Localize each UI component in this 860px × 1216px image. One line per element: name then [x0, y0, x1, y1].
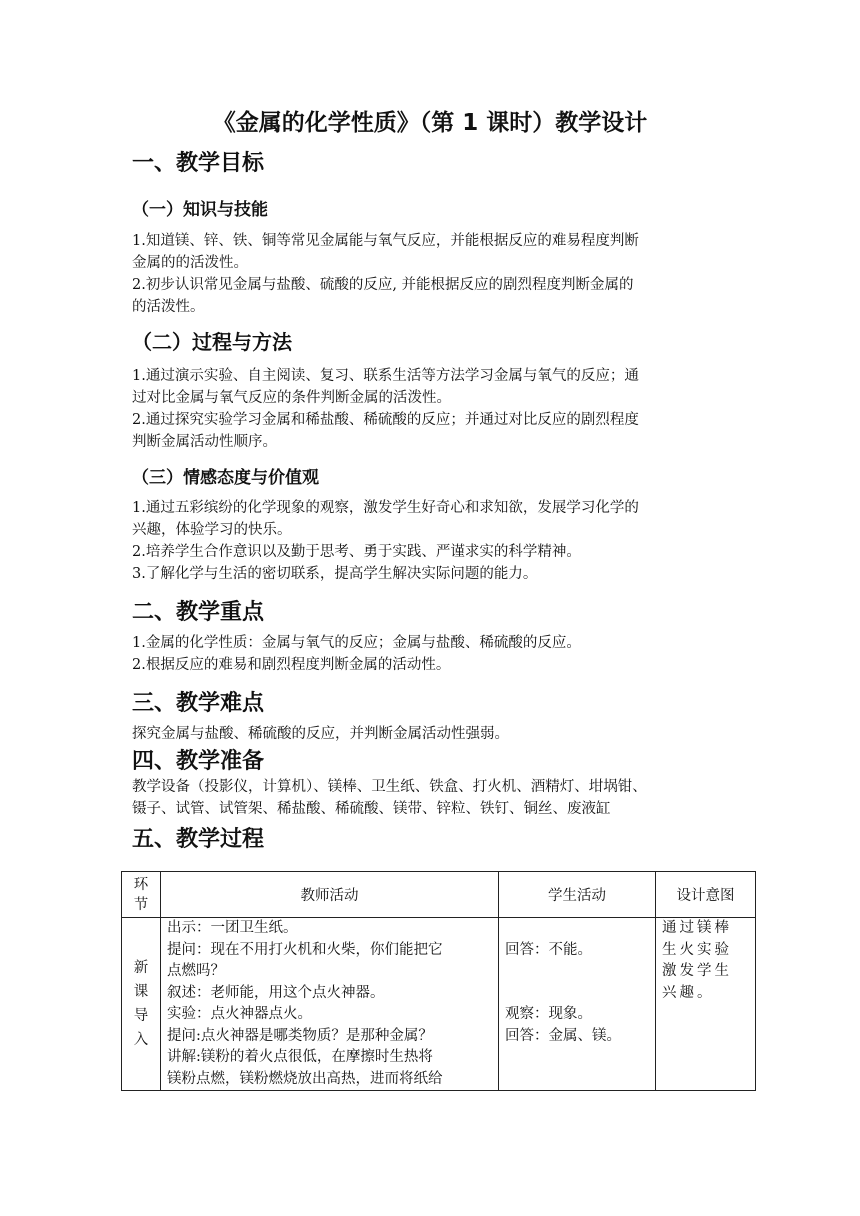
text-line: 2.根据反应的难易和剧烈程度判断金属的活动性。	[132, 657, 451, 673]
student-line: 观察：现象。	[505, 1006, 592, 1022]
paragraph-process-methods	[132, 365, 732, 453]
text-line: 过对比金属与氧气反应的条件判断金属的活泼性。	[132, 390, 451, 406]
cell-student-activity	[499, 918, 656, 1091]
paragraph-knowledge-skills	[132, 230, 732, 318]
teacher-line: 出示：一团卫生纸。	[167, 920, 298, 936]
student-line	[505, 918, 649, 940]
section-heading-preparation: 四、教学准备	[132, 749, 265, 774]
header-teacher-activity: 教师活动	[161, 872, 499, 918]
header-student-activity: 学生活动	[499, 872, 656, 918]
paragraph-preparation	[132, 776, 732, 820]
text-line: 镊子、试管、试管架、稀盐酸、稀硫酸、镁带、锌粒、铁钉、铜丝、废液缸	[132, 801, 611, 817]
stage-char: 新	[133, 960, 149, 976]
text-line: 1.金属的化学性质：金属与氧气的反应；金属与盐酸、稀硫酸的反应。	[132, 635, 581, 651]
section-heading-objectives: 一、教学目标	[132, 151, 265, 176]
subheading-attitudes-values: （三）情感态度与价值观	[132, 468, 319, 488]
text-line: 1.知道镁、锌、铁、铜等常见金属能与氧气反应，并能根据反应的难易程度判断	[132, 233, 639, 249]
teacher-line: 实验：点火神器点火。	[167, 1006, 312, 1022]
intent-line: 通过镁棒	[662, 920, 732, 936]
paragraph-difficulties	[132, 723, 732, 745]
teaching-process-table	[121, 871, 756, 1091]
cell-stage	[122, 918, 161, 1091]
document-title: 《金属的化学性质》（第 1 课时）教学设计	[212, 110, 648, 136]
header-stage	[122, 872, 161, 918]
text-line: 1.通过五彩缤纷的化学现象的观察，激发学生好奇心和求知欲，发展学习化学的	[132, 500, 639, 516]
paragraph-key-points	[132, 632, 732, 676]
text-line: 判断金属活动性顺序。	[132, 434, 277, 450]
text-line: 2.通过探究实验学习金属和稀盐酸、稀硫酸的反应；并通过对比反应的剧烈程度	[132, 412, 639, 428]
cell-teacher-activity	[161, 918, 499, 1091]
student-line	[505, 961, 649, 983]
table-row	[122, 918, 756, 1091]
text-line: 探究金属与盐酸、稀硫酸的反应，并判断金属活动性强弱。	[132, 726, 509, 742]
teacher-line: 讲解:镁粉的着火点很低，在摩擦时生热将	[167, 1049, 433, 1065]
section-heading-key-points: 二、教学重点	[132, 600, 265, 625]
teacher-line: 提问:点火神器是哪类物质？是那种金属？	[167, 1027, 433, 1044]
header-stage-char: 节	[133, 896, 149, 913]
stage-char: 课	[133, 984, 149, 1000]
text-line: 1.通过演示实验、自主阅读、复习、联系生活等方法学习金属与氧气的反应；通	[132, 368, 639, 384]
student-line: 回答：不能。	[505, 941, 592, 958]
cell-design-intent	[656, 918, 756, 1091]
stage-char: 导	[133, 1008, 149, 1024]
student-line	[505, 983, 649, 1005]
intent-line: 兴趣。	[662, 984, 715, 1001]
text-line: 金属的的活泼性。	[132, 255, 248, 271]
subheading-knowledge-skills: （一）知识与技能	[132, 200, 268, 220]
teacher-line: 镁粉点燃，镁粉燃烧放出高热，进而将纸给	[167, 1070, 443, 1087]
teacher-line: 叙述：老师能，用这个点火神器。	[167, 984, 385, 1001]
intent-line: 激发学生	[662, 963, 732, 979]
header-design-intent: 设计意图	[656, 872, 756, 918]
teacher-line: 提问：现在不用打火机和火柴，你们能把它	[167, 941, 443, 958]
text-line: 兴趣，体验学习的快乐。	[132, 522, 292, 538]
teacher-line: 点燃吗？	[167, 963, 225, 979]
text-line: 3.了解化学与生活的密切联系，提高学生解决实际问题的能力。	[132, 566, 538, 582]
header-stage-char: 环	[133, 876, 149, 893]
student-line: 回答：金属、镁。	[505, 1027, 621, 1044]
text-line: 2.培养学生合作意识以及勤于思考、勇于实践、严谨求实的科学精神。	[132, 544, 581, 560]
subheading-process-methods: （二）过程与方法	[132, 330, 292, 354]
paragraph-attitudes-values	[132, 497, 732, 585]
stage-char: 入	[133, 1032, 149, 1048]
section-heading-teaching-process: 五、教学过程	[132, 827, 265, 852]
text-line: 教学设备（投影仪，计算机）、镁棒、卫生纸、铁盒、打火机、酒精灯、坩埚钳、	[132, 779, 647, 795]
section-heading-difficulties: 三、教学难点	[132, 691, 265, 716]
table-header-row	[122, 872, 756, 918]
text-line: 2.初步认识常见金属与盐酸、硫酸的反应, 并能根据反应的剧烈程度判断金属的	[132, 277, 634, 293]
intent-line: 生火实验	[662, 941, 732, 958]
text-line: 的活泼性。	[132, 299, 205, 315]
